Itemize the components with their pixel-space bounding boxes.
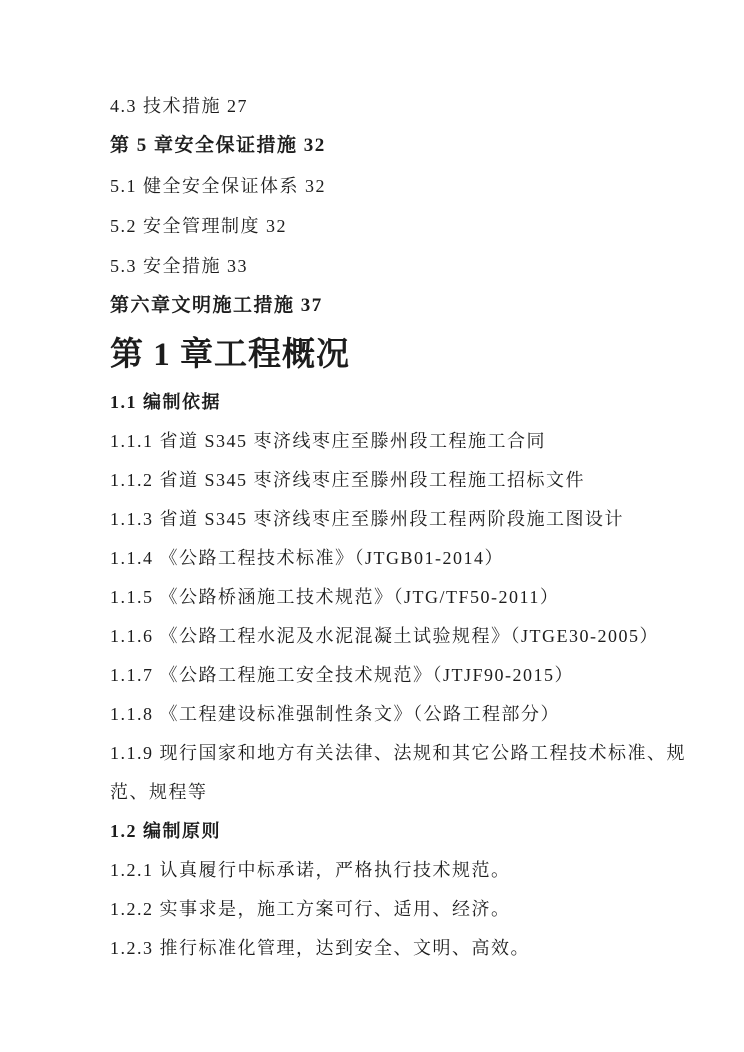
paragraph-1-1-9-line1: 1.1.9 现行国家和地方有关法律、法规和其它公路工程技术标准、规 bbox=[110, 743, 686, 763]
paragraph-1-1-6: 1.1.6 《公路工程水泥及水泥混凝土试验规程》（JTGE30-2005） bbox=[110, 626, 659, 646]
document-content bbox=[110, 86, 686, 968]
toc-entry: 5.2 安全管理制度 32 bbox=[110, 216, 287, 236]
toc-chapter-entry: 第六章文明施工措施 37 bbox=[110, 295, 323, 316]
paragraph-1-1-3: 1.1.3 省道 S345 枣济线枣庄至滕州段工程两阶段施工图设计 bbox=[110, 509, 625, 529]
toc-chapter-entry: 第 5 章安全保证措施 32 bbox=[110, 135, 326, 156]
toc-entry: 5.3 安全措施 33 bbox=[110, 256, 248, 276]
paragraph-1-1-7: 1.1.7 《公路工程施工安全技术规范》（JTJF90-2015） bbox=[110, 665, 575, 685]
paragraph-1-1-9-line2: 范、规程等 bbox=[110, 782, 208, 802]
paragraph-1-2-1: 1.2.1 认真履行中标承诺，严格执行技术规范。 bbox=[110, 860, 511, 880]
paragraph-1-1-4: 1.1.4 《公路工程技术标准》（JTGB01-2014） bbox=[110, 548, 504, 568]
paragraph-1-2-2: 1.2.2 实事求是，施工方案可行、适用、经济。 bbox=[110, 899, 511, 919]
section-heading-1-2: 1.2 编制原则 bbox=[110, 821, 221, 841]
paragraph-1-1-1: 1.1.1 省道 S345 枣济线枣庄至滕州段工程施工合同 bbox=[110, 431, 547, 451]
paragraph-1-1-8: 1.1.8 《工程建设标准强制性条文》（公路工程部分） bbox=[110, 704, 560, 724]
toc-entry: 4.3 技术措施 27 bbox=[110, 96, 248, 116]
section-heading-1-1: 1.1 编制依据 bbox=[110, 392, 221, 412]
paragraph-1-2-3: 1.2.3 推行标准化管理，达到安全、文明、高效。 bbox=[110, 938, 530, 958]
chapter-1-heading: 第 1 章工程概况 bbox=[110, 337, 350, 373]
paragraph-1-1-2: 1.1.2 省道 S345 枣济线枣庄至滕州段工程施工招标文件 bbox=[110, 470, 586, 490]
paragraph-1-1-5: 1.1.5 《公路桥涵施工技术规范》（JTG/TF50-2011） bbox=[110, 587, 560, 607]
toc-entry: 5.1 健全安全保证体系 32 bbox=[110, 176, 326, 196]
